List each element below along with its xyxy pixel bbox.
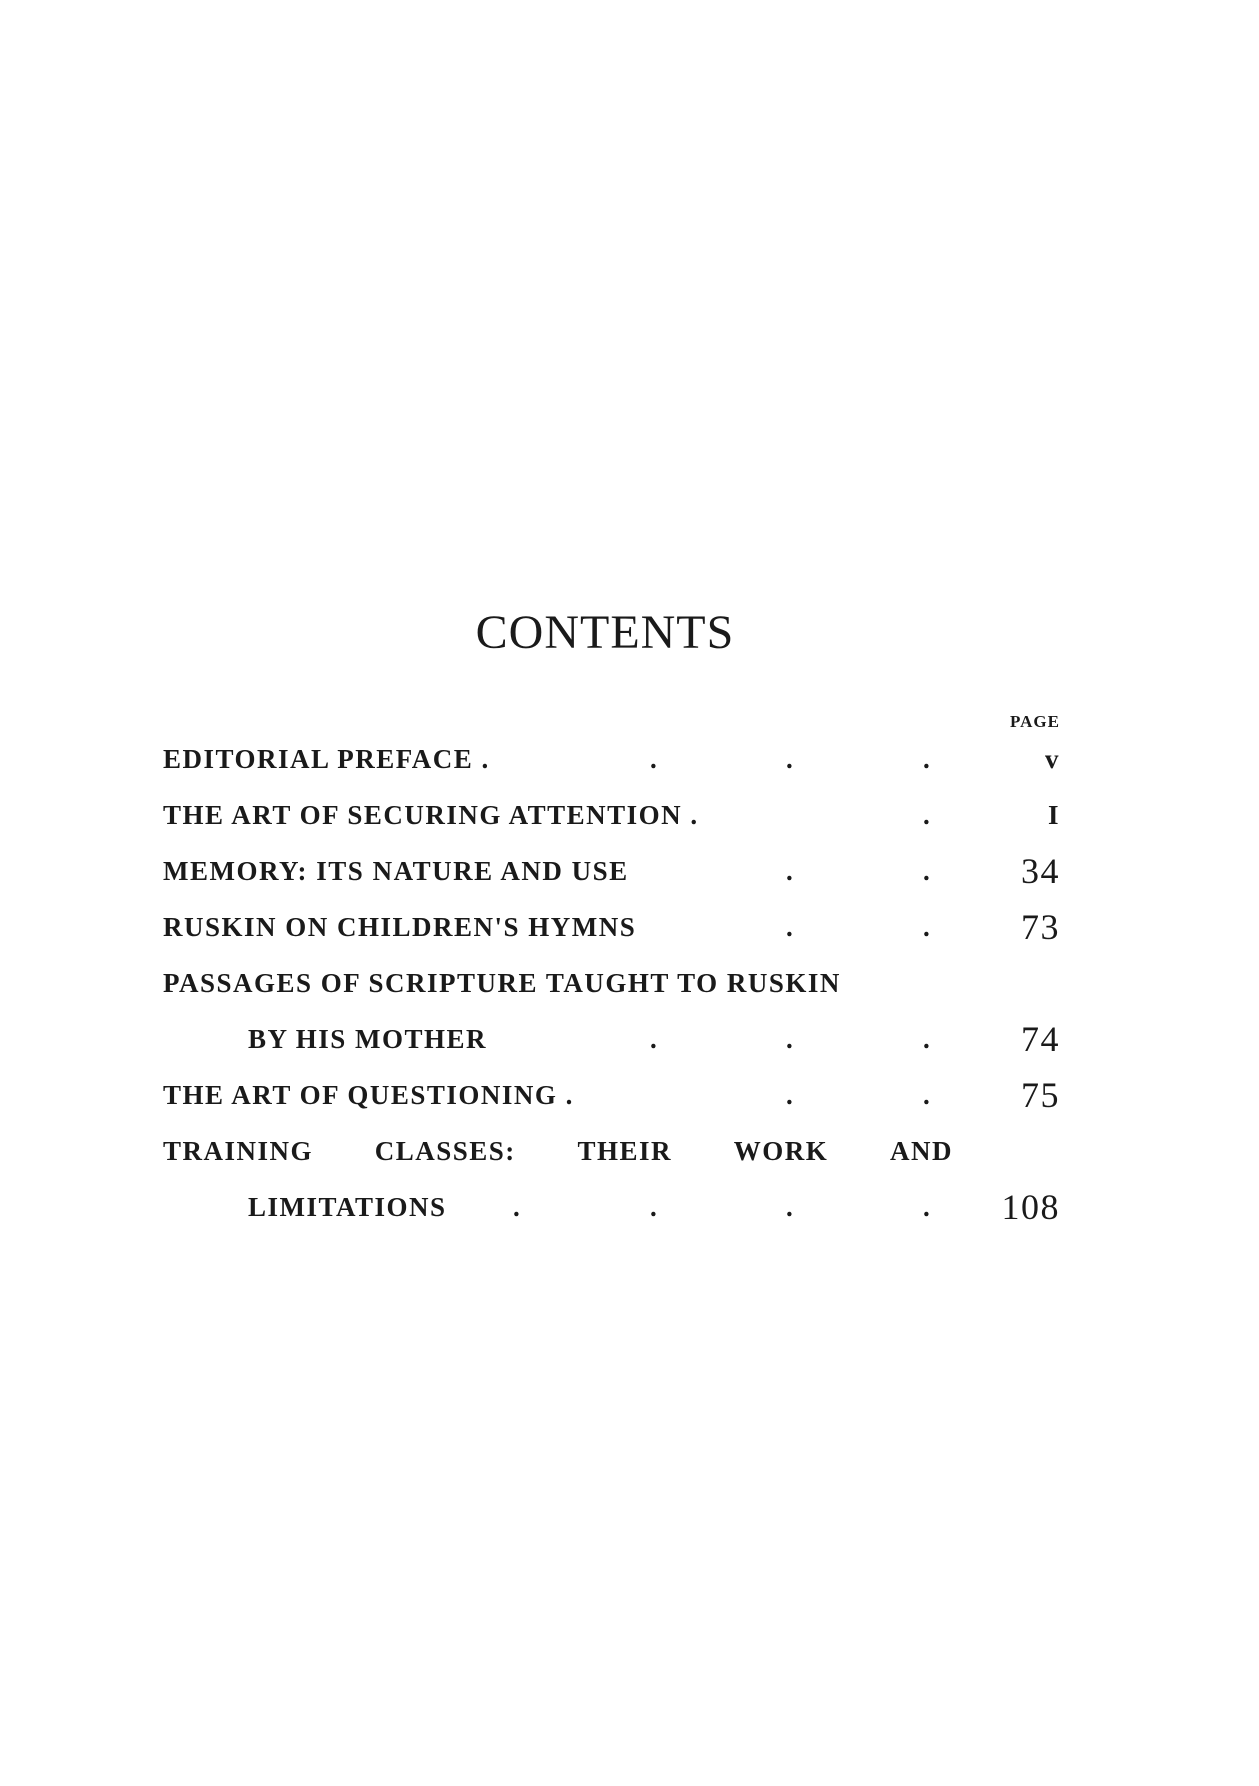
leader-dot: . [923,856,932,886]
toc-entry-training-classes [163,1122,1060,1178]
toc-entry-page: 34 [1021,851,1060,891]
toc-title-word: AND [889,1136,953,1166]
leader-dot: . [923,1080,932,1110]
toc-entry-memory [163,842,1060,898]
toc-entry-passages-scripture-continued [163,1010,1060,1066]
leader-dot: . [786,1192,795,1222]
leader-dot: . [923,1024,932,1054]
leader-dot: . [650,1192,659,1222]
toc-entry-title: BY HIS MOTHER [248,1024,488,1054]
leader-dot: . [923,1192,932,1222]
toc-entry-page: I [1047,800,1060,830]
toc-entry-art-questioning [163,1066,1060,1122]
leader-dot: . [786,856,795,886]
toc-entry-page: 74 [1021,1019,1060,1059]
leader-dot: . [650,744,659,774]
toc-entry-title: EDITORIAL PREFACE . [163,744,490,774]
toc-entry-title: THE ART OF QUESTIONING . [163,1080,574,1110]
toc-entry-securing-attention [163,786,1060,842]
toc-entry-passages-scripture [163,954,1060,1010]
leader-dot: . [786,1024,795,1054]
page-title: CONTENTS [475,606,735,659]
toc-title-word: WORK [733,1136,829,1166]
leader-dot: . [786,744,795,774]
toc-entry-title: THE ART OF SECURING ATTENTION . [163,800,699,830]
leader-dot: . [786,1080,795,1110]
toc-entry-title: PASSAGES OF SCRIPTURE TAUGHT TO RUSKIN [163,968,841,998]
toc-entry-editorial-preface [163,730,1060,786]
toc-entry-title [163,1136,953,1167]
toc-entry-page: 73 [1021,907,1060,947]
page-column-label: PAGE [1010,712,1060,731]
table-of-contents [163,730,1060,1234]
toc-entry-page: v [1045,744,1060,774]
toc-entry-title: RUSKIN ON CHILDREN'S HYMNS [163,912,637,942]
toc-entry-ruskin-hymns [163,898,1060,954]
toc-entry-page: 108 [1001,1187,1060,1227]
toc-title-word: TRAINING [163,1136,314,1166]
leader-dot: . [923,800,932,830]
toc-title-word: CLASSES: [374,1136,516,1166]
leader-dot: . [923,744,932,774]
leader-dot: . [923,912,932,942]
leader-dot: . [786,912,795,942]
toc-entry-training-classes-continued [163,1178,1060,1234]
toc-entry-title: MEMORY: ITS NATURE AND USE [163,856,629,886]
toc-entry-page: 75 [1021,1075,1060,1115]
toc-title-word: THEIR [577,1136,673,1166]
leader-dot: . [650,1024,659,1054]
toc-entry-title: LIMITATIONS [248,1192,447,1222]
leader-dot: . [513,1192,522,1222]
